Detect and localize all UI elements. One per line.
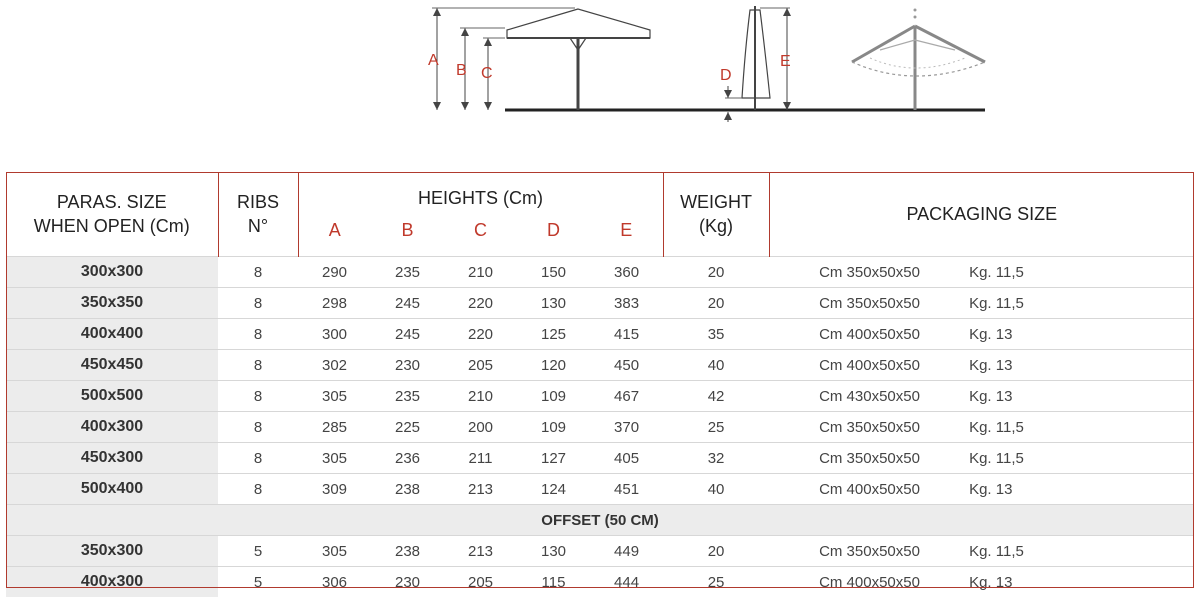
packaging-weight-cell: Kg. 13 <box>969 319 1194 350</box>
packaging-weight-cell: Kg. 11,5 <box>969 288 1194 319</box>
height-b-cell: 236 <box>371 443 444 474</box>
header-weight-line2: (Kg) <box>664 214 769 238</box>
section-row <box>6 505 1194 536</box>
size-cell: 450x300 <box>6 443 218 474</box>
height-e-cell: 451 <box>590 474 663 505</box>
table-row <box>6 350 1194 381</box>
ribs-cell: 8 <box>218 288 298 319</box>
header-height-d: D <box>517 210 590 257</box>
ribs-cell: 8 <box>218 381 298 412</box>
height-c-cell: 200 <box>444 412 517 443</box>
table-row <box>6 257 1194 288</box>
table-row <box>6 443 1194 474</box>
height-a-cell: 305 <box>298 443 371 474</box>
height-b-cell: 225 <box>371 412 444 443</box>
header-packaging: PACKAGING SIZE <box>769 172 1194 257</box>
ribs-cell: 8 <box>218 319 298 350</box>
height-d-cell: 120 <box>517 350 590 381</box>
height-e-cell: 449 <box>590 536 663 567</box>
packaging-size-cell: Cm 400x50x50 <box>769 350 969 381</box>
section-label: OFFSET (50 CM) <box>6 505 1194 536</box>
height-a-cell: 302 <box>298 350 371 381</box>
height-a-cell: 306 <box>298 567 371 597</box>
size-cell: 400x300 <box>6 567 218 597</box>
weight-cell: 40 <box>663 474 769 505</box>
height-e-cell: 360 <box>590 257 663 288</box>
table-row <box>6 381 1194 412</box>
height-c-cell: 205 <box>444 567 517 597</box>
height-a-cell: 309 <box>298 474 371 505</box>
umbrella-dimension-diagram <box>0 0 1200 130</box>
label-a: A <box>428 52 439 69</box>
weight-cell: 35 <box>663 319 769 350</box>
packaging-size-cell: Cm 400x50x50 <box>769 319 969 350</box>
height-a-cell: 300 <box>298 319 371 350</box>
closed-umbrella-drawing <box>720 6 791 122</box>
ribs-cell: 8 <box>218 443 298 474</box>
packaging-size-cell: Cm 350x50x50 <box>769 288 969 319</box>
height-a-cell: 305 <box>298 381 371 412</box>
packaging-size-cell: Cm 350x50x50 <box>769 536 969 567</box>
weight-cell: 20 <box>663 257 769 288</box>
label-c: C <box>481 65 493 82</box>
height-a-cell: 305 <box>298 536 371 567</box>
height-e-cell: 450 <box>590 350 663 381</box>
header-height-e: E <box>590 210 663 257</box>
height-c-cell: 205 <box>444 350 517 381</box>
size-cell: 500x400 <box>6 474 218 505</box>
height-b-cell: 238 <box>371 536 444 567</box>
height-a-cell: 290 <box>298 257 371 288</box>
packaging-weight-cell: Kg. 11,5 <box>969 443 1194 474</box>
height-b-cell: 238 <box>371 474 444 505</box>
header-weight <box>663 172 769 257</box>
specifications-table <box>6 172 1194 597</box>
weight-cell: 32 <box>663 443 769 474</box>
height-d-cell: 150 <box>517 257 590 288</box>
ribs-cell: 8 <box>218 412 298 443</box>
header-ribs-line1: RIBS <box>219 190 298 214</box>
weight-cell: 25 <box>663 567 769 597</box>
height-d-cell: 125 <box>517 319 590 350</box>
label-b: B <box>456 62 467 79</box>
weight-cell: 40 <box>663 350 769 381</box>
table-row <box>6 412 1194 443</box>
height-e-cell: 405 <box>590 443 663 474</box>
height-c-cell: 213 <box>444 536 517 567</box>
height-e-cell: 467 <box>590 381 663 412</box>
table-row <box>6 474 1194 505</box>
ribs-cell: 8 <box>218 474 298 505</box>
header-size-line1: PARAS. SIZE <box>6 190 218 214</box>
height-e-cell: 370 <box>590 412 663 443</box>
header-height-b: B <box>371 210 444 257</box>
header-heights: HEIGHTS (Cm) <box>298 172 663 210</box>
packaging-size-cell: Cm 430x50x50 <box>769 381 969 412</box>
packaging-weight-cell: Kg. 11,5 <box>969 536 1194 567</box>
packaging-size-cell: Cm 350x50x50 <box>769 412 969 443</box>
height-b-cell: 245 <box>371 288 444 319</box>
height-d-cell: 109 <box>517 381 590 412</box>
height-c-cell: 211 <box>444 443 517 474</box>
label-d: D <box>720 67 732 84</box>
table-row <box>6 288 1194 319</box>
height-d-cell: 127 <box>517 443 590 474</box>
weight-cell: 25 <box>663 412 769 443</box>
open-umbrella-drawing <box>428 8 985 110</box>
header-ribs-line2: N° <box>219 214 298 238</box>
table-body <box>6 257 1194 597</box>
height-c-cell: 220 <box>444 319 517 350</box>
packaging-weight-cell: Kg. 13 <box>969 567 1194 597</box>
ribs-cell: 5 <box>218 536 298 567</box>
height-a-cell: 298 <box>298 288 371 319</box>
size-cell: 350x300 <box>6 536 218 567</box>
height-d-cell: 130 <box>517 536 590 567</box>
height-e-cell: 444 <box>590 567 663 597</box>
height-b-cell: 230 <box>371 350 444 381</box>
height-b-cell: 235 <box>371 257 444 288</box>
packaging-size-cell: Cm 400x50x50 <box>769 567 969 597</box>
table-row <box>6 567 1194 597</box>
height-d-cell: 124 <box>517 474 590 505</box>
ribs-cell: 8 <box>218 350 298 381</box>
header-height-a: A <box>298 210 371 257</box>
weight-cell: 20 <box>663 536 769 567</box>
height-d-cell: 130 <box>517 288 590 319</box>
size-cell: 500x500 <box>6 381 218 412</box>
height-c-cell: 210 <box>444 257 517 288</box>
packaging-weight-cell: Kg. 11,5 <box>969 412 1194 443</box>
ribs-cell: 5 <box>218 567 298 597</box>
height-b-cell: 245 <box>371 319 444 350</box>
height-e-cell: 383 <box>590 288 663 319</box>
size-cell: 400x400 <box>6 319 218 350</box>
ribs-cell: 8 <box>218 257 298 288</box>
height-d-cell: 109 <box>517 412 590 443</box>
packaging-size-cell: Cm 350x50x50 <box>769 257 969 288</box>
header-weight-line1: WEIGHT <box>664 190 769 214</box>
packaging-size-cell: Cm 400x50x50 <box>769 474 969 505</box>
height-b-cell: 235 <box>371 381 444 412</box>
size-cell: 450x450 <box>6 350 218 381</box>
header-size <box>6 172 218 257</box>
header-size-line2: WHEN OPEN (Cm) <box>6 214 218 238</box>
umbrella-ribs-drawing <box>852 9 985 111</box>
packaging-weight-cell: Kg. 11,5 <box>969 257 1194 288</box>
header-height-c: C <box>444 210 517 257</box>
label-e: E <box>780 53 791 70</box>
size-cell: 350x350 <box>6 288 218 319</box>
height-b-cell: 230 <box>371 567 444 597</box>
table-header <box>6 172 1194 257</box>
height-c-cell: 213 <box>444 474 517 505</box>
table-row <box>6 536 1194 567</box>
height-d-cell: 115 <box>517 567 590 597</box>
height-c-cell: 220 <box>444 288 517 319</box>
packaging-size-cell: Cm 350x50x50 <box>769 443 969 474</box>
packaging-weight-cell: Kg. 13 <box>969 350 1194 381</box>
height-c-cell: 210 <box>444 381 517 412</box>
weight-cell: 20 <box>663 288 769 319</box>
packaging-weight-cell: Kg. 13 <box>969 381 1194 412</box>
size-cell: 300x300 <box>6 257 218 288</box>
header-ribs <box>218 172 298 257</box>
table-row <box>6 319 1194 350</box>
packaging-weight-cell: Kg. 13 <box>969 474 1194 505</box>
diagram-svg <box>0 0 1200 130</box>
height-e-cell: 415 <box>590 319 663 350</box>
height-a-cell: 285 <box>298 412 371 443</box>
weight-cell: 42 <box>663 381 769 412</box>
size-cell: 400x300 <box>6 412 218 443</box>
